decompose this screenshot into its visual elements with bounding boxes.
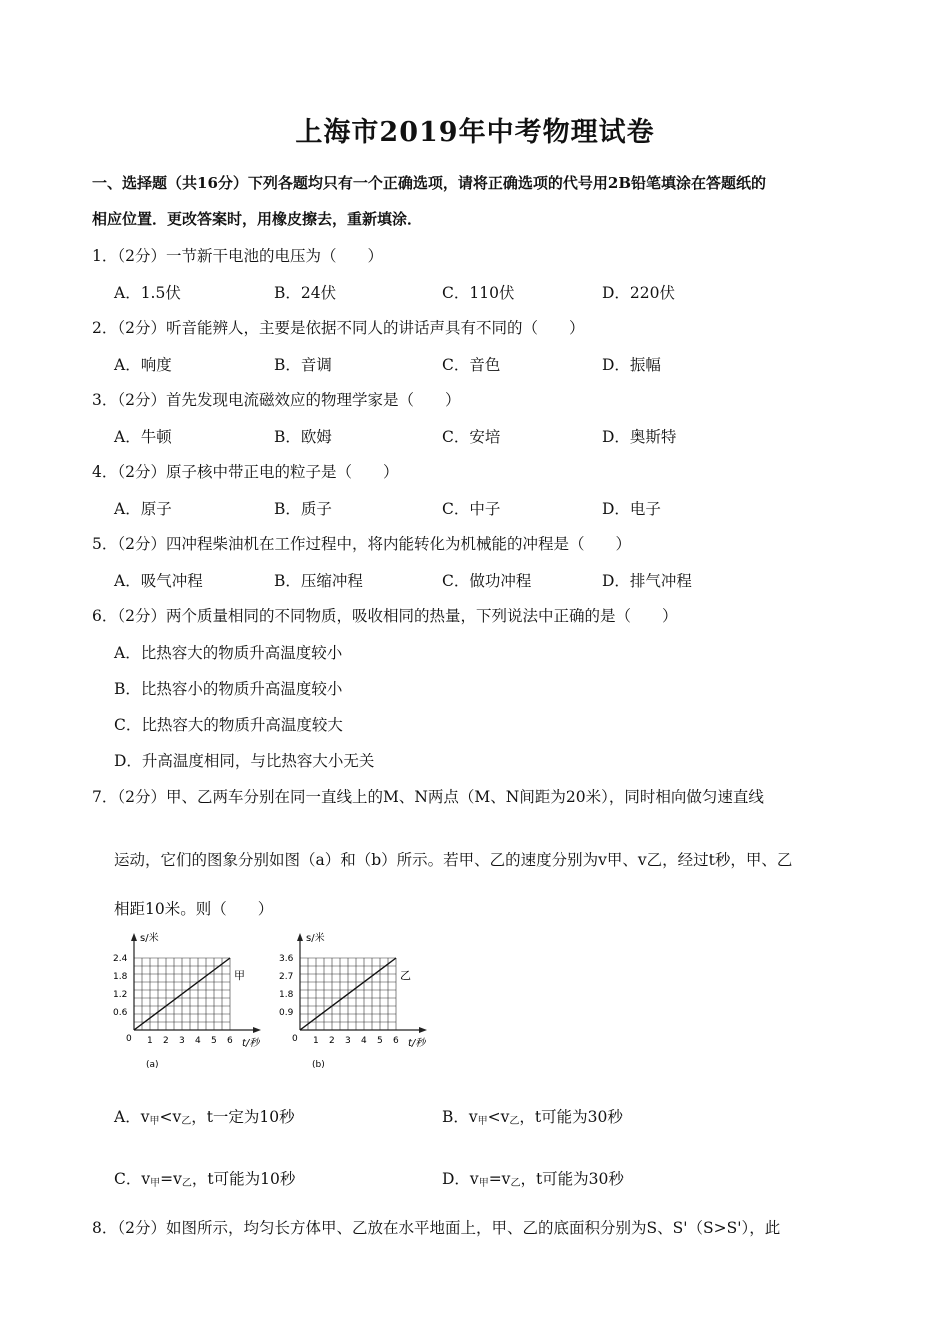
x-tick-label: 6	[393, 1036, 399, 1046]
x-tick-label: 4	[361, 1036, 367, 1046]
option-b: B．音调	[274, 356, 332, 374]
question-8-stem-line1: 8．（2分）如图所示，均匀长方体甲、乙放在水平地面上，甲、乙的底面积分别为S、S'（S>S'），此	[92, 1219, 781, 1237]
question-6-stem: 6．（2分）两个质量相同的不同物质，吸收相同的热量，下列说法中正确的是（ ）	[92, 607, 678, 625]
x-axis-label: t/秒	[408, 1038, 426, 1049]
question-1-stem: 1．（2分）一节新干电池的电压为（ ）	[92, 247, 383, 265]
series-label: 甲	[234, 969, 245, 982]
question-3-stem: 3．（2分）首先发现电流磁效应的物理学家是（ ）	[92, 391, 461, 409]
question-7-option-a: A．$v_甲<v_乙$，t一定为10秒	[114, 1108, 295, 1127]
x-tick-label: 5	[377, 1036, 383, 1046]
x-tick-label: 1	[313, 1036, 319, 1046]
option-a: A．响度	[114, 356, 172, 374]
y-tick-label: 0.9	[279, 1008, 294, 1018]
question-7-option-d: D．$v_甲=v_乙$，t可能为30秒	[442, 1170, 624, 1189]
x-tick-label: 6	[227, 1036, 233, 1046]
option-c: C．中子	[442, 500, 501, 518]
option-b: B．24伏	[274, 284, 337, 302]
y-tick-label: 2.7	[279, 972, 294, 982]
option-d: D．电子	[602, 500, 661, 518]
question-6-option-a: A．比热容大的物质升高温度较小	[114, 644, 343, 662]
graph-a	[110, 925, 270, 1079]
question-7-stem-line2: 运动，它们的图象分别如图（a）和（b）所示。若甲、乙的速度分别为v甲、v乙，经过t秒，甲、乙	[114, 851, 793, 869]
option-b: B．质子	[274, 500, 332, 518]
question-7-option-b: B．$v_甲<v_乙$，t可能为30秒	[442, 1108, 623, 1127]
graph-b	[276, 925, 446, 1079]
y-axis-label: s/米	[140, 933, 159, 944]
y-tick-label: 3.6	[279, 954, 294, 964]
x-axis-label: t/秒	[242, 1038, 260, 1049]
series-label: 乙	[400, 969, 411, 982]
question-6-option-b: B．比热容小的物质升高温度较小	[114, 680, 343, 698]
graph-caption: (b)	[312, 1060, 325, 1070]
option-a: A．牛顿	[114, 428, 172, 446]
question-6-option-c: C．比热容大的物质升高温度较大	[114, 716, 343, 734]
x-tick-label: 5	[211, 1036, 217, 1046]
section-instructions-line2: 相应位置．更改答案时，用橡皮擦去，重新填涂．	[92, 210, 423, 228]
option-a: A．原子	[114, 500, 172, 518]
y-tick-label: 1.8	[113, 972, 128, 982]
x-tick-label: 1	[147, 1036, 153, 1046]
option-a: A．1.5伏	[114, 284, 181, 302]
page-title: 上海市2019年中考物理试卷	[295, 117, 655, 148]
option-c: C．安培	[442, 428, 501, 446]
question-4-stem: 4．（2分）原子核中带正电的粒子是（ ）	[92, 463, 399, 481]
option-b: B．压缩冲程	[274, 572, 363, 590]
y-tick-label: 0.6	[113, 1008, 128, 1018]
option-d: D．奥斯特	[602, 428, 677, 446]
option-d: D．220伏	[602, 284, 676, 302]
x-tick-label: 4	[195, 1036, 201, 1046]
option-d: D．排气冲程	[602, 572, 692, 590]
question-7-option-c: C．$v_甲=v_乙$，t可能为10秒	[114, 1170, 296, 1189]
x-tick-label: 2	[163, 1036, 169, 1046]
question-7-stem-line3: 相距10米。则（ ）	[114, 900, 274, 918]
y-axis-label: s/米	[306, 933, 325, 944]
x-tick-label: 3	[345, 1036, 351, 1046]
question-6-option-d: D．升高温度相同，与比热容大小无关	[114, 752, 375, 770]
x-tick-label: 3	[179, 1036, 185, 1046]
y-tick-label: 2.4	[113, 954, 128, 964]
option-b: B．欧姆	[274, 428, 332, 446]
x-tick-label: 2	[329, 1036, 335, 1046]
question-5-stem: 5．（2分）四冲程柴油机在工作过程中，将内能转化为机械能的冲程是（ ）	[92, 535, 631, 553]
option-c: C．110伏	[442, 284, 515, 302]
option-a: A．吸气冲程	[114, 572, 203, 590]
question-2-stem: 2．（2分）听音能辨人，主要是依据不同人的讲话声具有不同的（ ）	[92, 319, 585, 337]
option-d: D．振幅	[602, 356, 661, 374]
x-tick-label: 0	[126, 1034, 132, 1044]
option-c: C．音色	[442, 356, 501, 374]
y-tick-label: 1.8	[279, 990, 294, 1000]
option-c: C．做功冲程	[442, 572, 532, 590]
graph-caption: (a)	[146, 1060, 159, 1070]
question-7-stem-line1: 7．（2分）甲、乙两车分别在同一直线上的M、N两点（M、N间距为20米），同时相向做匀速直线	[92, 788, 764, 806]
x-tick-label: 0	[292, 1034, 298, 1044]
y-tick-label: 1.2	[113, 990, 128, 1000]
section-instructions-line1: 一、选择题（共16分）下列各题均只有一个正确选项，请将正确选项的代号用2B铅笔填涂在答题纸的	[92, 174, 766, 192]
